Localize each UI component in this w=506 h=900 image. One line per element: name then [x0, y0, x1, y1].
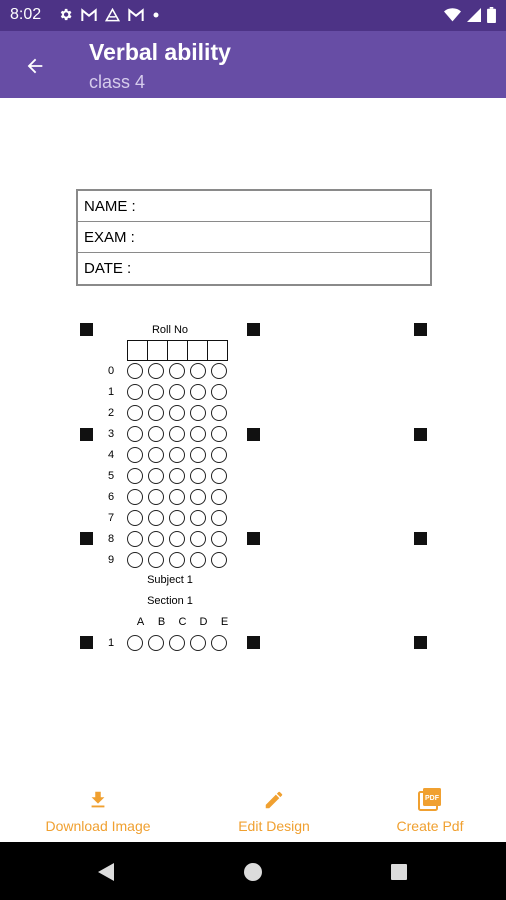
alignment-marker	[80, 636, 93, 649]
alignment-marker	[414, 323, 427, 336]
bubble	[190, 468, 206, 484]
bubble	[148, 384, 164, 400]
bubble	[211, 426, 227, 442]
gear-icon	[58, 7, 73, 22]
digit-label: 0	[108, 365, 115, 377]
bubble	[148, 468, 164, 484]
question-number: 1	[108, 637, 115, 649]
digit-label: 4	[108, 449, 115, 461]
roll-digit-row	[108, 383, 227, 401]
digit-label: 7	[108, 512, 115, 524]
bubble	[169, 635, 185, 651]
digit-label: 2	[108, 407, 115, 419]
nav-recents-button[interactable]	[387, 860, 411, 884]
page-title: Verbal ability	[89, 39, 231, 65]
bubble	[169, 447, 185, 463]
bubble	[190, 635, 206, 651]
battery-icon	[487, 7, 496, 23]
bubble	[169, 363, 185, 379]
bubble	[127, 635, 143, 651]
bubble	[169, 468, 185, 484]
download-image-button[interactable]	[40, 788, 156, 834]
date-row: DATE :	[84, 260, 132, 277]
bubble	[127, 510, 143, 526]
bubble	[148, 426, 164, 442]
option-letter: E	[220, 616, 229, 628]
bottom-action-bar	[0, 780, 506, 842]
bubble	[169, 552, 185, 568]
status-time: 8:02	[10, 6, 42, 23]
system-icons	[444, 7, 496, 23]
exam-row: EXAM :	[78, 222, 430, 253]
alignment-marker	[414, 428, 427, 441]
roll-digit-row	[108, 530, 227, 548]
nav-back-button[interactable]	[94, 860, 118, 884]
bubble	[148, 510, 164, 526]
option-letter: B	[157, 616, 166, 628]
option-letter: D	[199, 616, 208, 628]
download-icon	[87, 788, 109, 812]
edit-design-label: Edit Design	[238, 818, 310, 834]
bubble	[127, 405, 143, 421]
arrow-back-icon	[24, 55, 46, 77]
svg-text:PDF: PDF	[425, 795, 439, 802]
option-letter: A	[136, 616, 145, 628]
roll-digit-row	[108, 362, 227, 380]
bubble	[127, 447, 143, 463]
gmail-icon	[81, 8, 97, 22]
bubble	[211, 363, 227, 379]
roll-box	[207, 340, 228, 361]
bubble	[190, 405, 206, 421]
create-pdf-button[interactable]	[390, 788, 470, 834]
bubble	[211, 531, 227, 547]
digit-label: 9	[108, 554, 115, 566]
option-letter: C	[178, 616, 187, 628]
roll-no-boxes	[128, 340, 228, 361]
roll-digit-row	[108, 488, 227, 506]
digit-label: 1	[108, 386, 115, 398]
create-pdf-label: Create Pdf	[396, 818, 464, 834]
bubble	[190, 510, 206, 526]
bubble	[190, 384, 206, 400]
roll-digit-row	[108, 446, 227, 464]
bubble	[211, 384, 227, 400]
alignment-marker	[247, 532, 260, 545]
digit-label: 5	[108, 470, 115, 482]
bubble	[127, 426, 143, 442]
bubble	[148, 447, 164, 463]
alignment-marker	[80, 323, 93, 336]
roll-no-title: Roll No	[151, 324, 189, 336]
section-label: Section 1	[147, 595, 193, 607]
signal-icon	[467, 8, 481, 22]
roll-digit-row	[108, 425, 227, 443]
dot-icon	[152, 11, 160, 19]
name-row: NAME :	[78, 191, 430, 222]
notification-icons	[58, 7, 160, 22]
wifi-icon	[444, 8, 461, 22]
bubble	[190, 363, 206, 379]
omr-sheet	[0, 300, 506, 680]
roll-box	[187, 340, 208, 361]
edit-design-button[interactable]	[230, 788, 318, 834]
bubble	[211, 635, 227, 651]
bubble	[211, 489, 227, 505]
bubble	[127, 531, 143, 547]
bubble	[190, 552, 206, 568]
download-image-label: Download Image	[45, 818, 151, 834]
alignment-marker	[80, 532, 93, 545]
bubble	[169, 405, 185, 421]
status-bar	[0, 0, 506, 31]
system-nav-bar	[0, 842, 506, 900]
digit-label: 6	[108, 491, 115, 503]
roll-box	[147, 340, 168, 361]
back-triangle-icon	[97, 862, 115, 882]
bubble	[148, 489, 164, 505]
bubble	[148, 405, 164, 421]
bubble	[211, 405, 227, 421]
bubble	[148, 531, 164, 547]
bubble	[190, 426, 206, 442]
bubble	[127, 363, 143, 379]
bubble	[211, 552, 227, 568]
roll-box	[127, 340, 148, 361]
roll-digit-row	[108, 467, 227, 485]
app-bar	[0, 31, 506, 98]
roll-digit-row	[108, 404, 227, 422]
bubble	[190, 489, 206, 505]
bubble	[169, 426, 185, 442]
alignment-marker	[247, 636, 260, 649]
pdf-icon	[417, 788, 443, 812]
student-info-box	[76, 189, 432, 286]
bubble	[127, 552, 143, 568]
bubble	[169, 531, 185, 547]
roll-digit-row	[108, 509, 227, 527]
digit-label: 3	[108, 428, 115, 440]
bubble	[169, 510, 185, 526]
bubble	[190, 447, 206, 463]
back-button[interactable]	[18, 49, 52, 83]
bubble	[190, 531, 206, 547]
bubble	[169, 384, 185, 400]
option-letters	[130, 616, 235, 628]
bubble	[148, 552, 164, 568]
bubble	[211, 468, 227, 484]
bubble	[211, 447, 227, 463]
page-subtitle: class 4	[89, 72, 146, 92]
nav-home-button[interactable]	[241, 860, 265, 884]
drive-icon	[105, 8, 120, 22]
bubble	[127, 489, 143, 505]
bubble	[127, 384, 143, 400]
gmail-icon	[128, 8, 144, 22]
bubble	[148, 635, 164, 651]
question-row	[108, 634, 227, 652]
roll-box	[167, 340, 188, 361]
bubble	[211, 510, 227, 526]
pencil-icon	[263, 788, 285, 812]
alignment-marker	[414, 532, 427, 545]
bubble	[148, 363, 164, 379]
home-circle-icon	[243, 862, 263, 882]
digit-label: 8	[108, 533, 115, 545]
bubble	[169, 489, 185, 505]
alignment-marker	[414, 636, 427, 649]
subject-label: Subject 1	[147, 574, 193, 586]
alignment-marker	[80, 428, 93, 441]
recents-square-icon	[390, 863, 408, 881]
roll-digit-row	[108, 551, 227, 569]
alignment-marker	[247, 428, 260, 441]
bubble	[127, 468, 143, 484]
alignment-marker	[247, 323, 260, 336]
